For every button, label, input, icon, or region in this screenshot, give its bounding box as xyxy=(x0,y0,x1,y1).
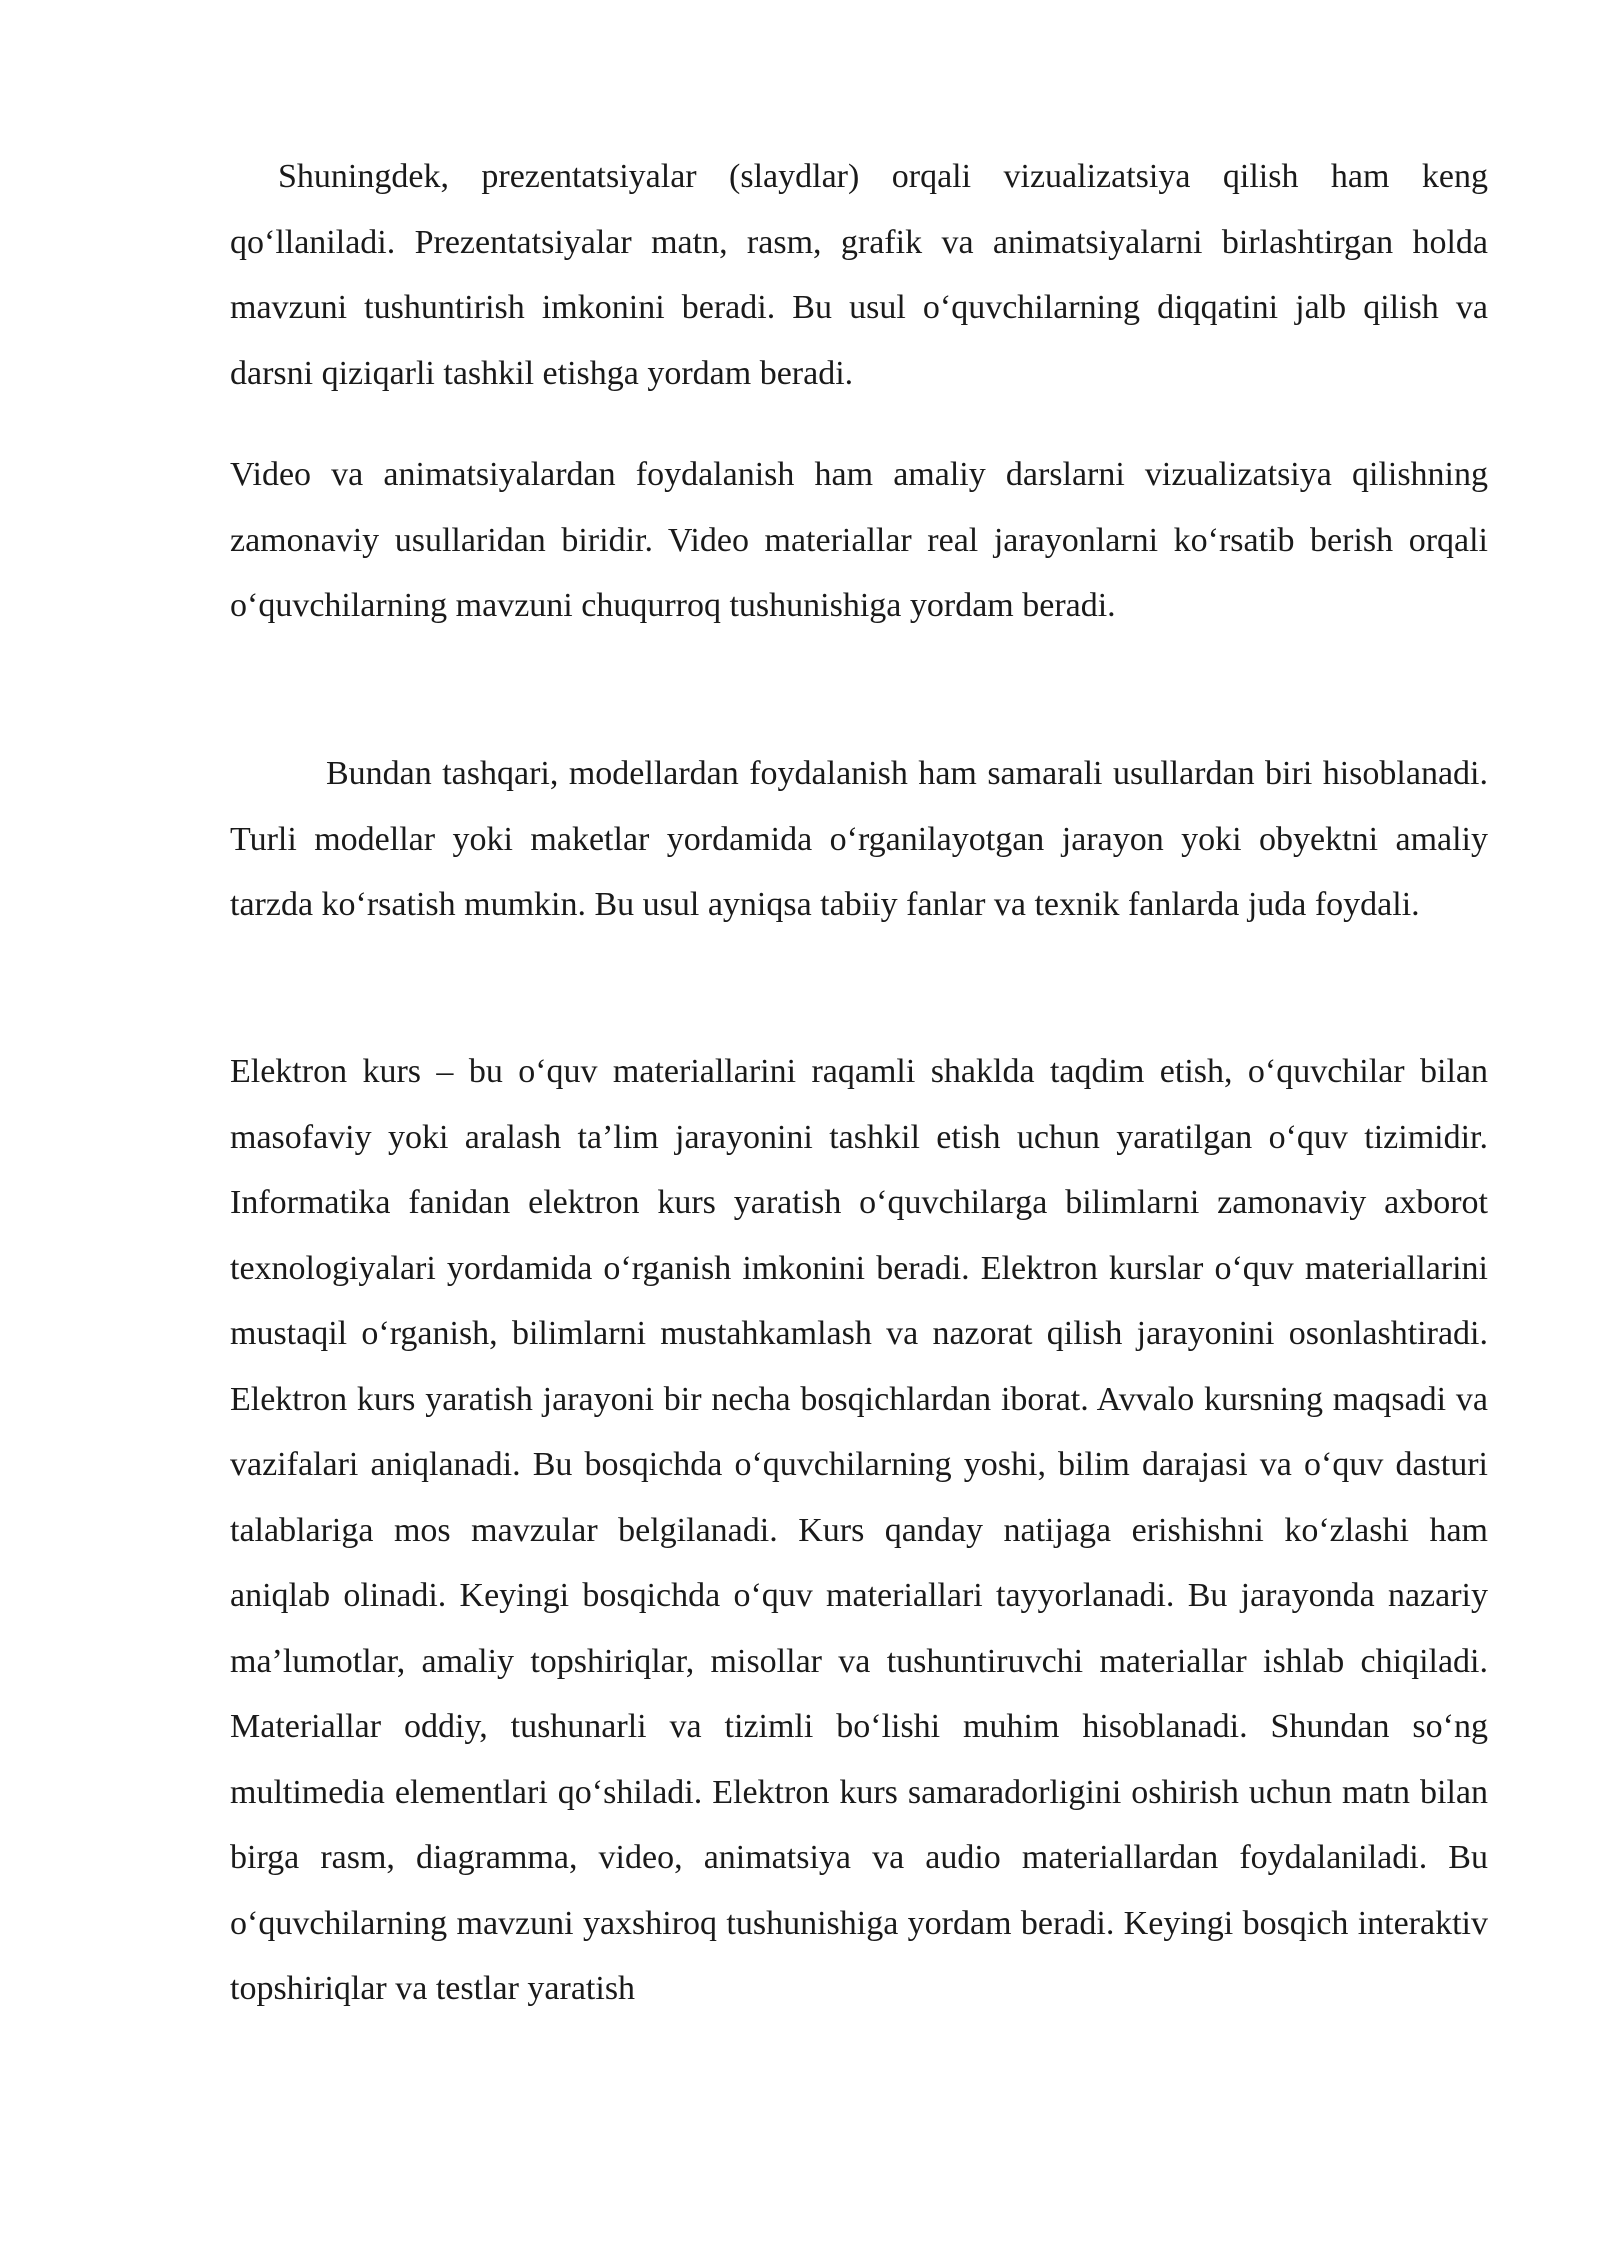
paragraph-video-animations: Video va animatsiyalardan foydalanish ham amaliy darslarni vizualizatsiya qilishning zamonaviy usullaridan biridir. Video materiallar real jarayonlarni ko‘rsatib berish orqali o‘quvchilarning mavzuni chuqurroq tushunishiga yordam beradi. xyxy=(230,456,1488,624)
paragraph-presentations: Shuningdek, prezentatsiyalar (slaydlar) orqali vizualizatsiya qilish ham keng qo‘llaniladi. Prezentatsiyalar matn, rasm, grafik va animatsiyalarni birlashtirgan holda mavzuni tushuntirish imkonini beradi. Bu usul o‘quvchilarning diqqatini jalb qilish va darsni qiziqarli tashkil etishga yordam beradi. xyxy=(230,158,1488,392)
paragraph-electronic-course: Elektron kurs – bu o‘quv materiallarini raqamli shaklda taqdim etish, o‘quvchilar bilan masofaviy yoki aralash ta’lim jarayonini tashkil etish uchun yaratilgan o‘quv tizimidir. Informatika fanidan elektron kurs yaratish o‘quvchilarga bilimlarni zamonaviy axborot texnologiyalari yordamida o‘rganish imkonini beradi. Elektron kurslar o‘quv materiallarini mustaqil o‘rganish, bilimlarni mustahkamlash va nazorat qilish jarayonini osonlashtiradi. Elektron kurs yaratish jarayoni bir necha bosqichlardan iborat. Avvalo kursning maqsadi va vazifalari aniqlanadi. Bu bosqichda o‘quvchilarning yoshi, bilim darajasi va o‘quv dasturi talablariga mos mavzular belgilanadi. Kurs qanday natijaga erishishni ko‘zlashi ham aniqlab olinadi. Keyingi bosqichda o‘quv materiallari tayyorlanadi. Bu jarayonda nazariy ma’lumotlar, amaliy topshiriqlar, misollar va tushuntiruvchi materiallar ishlab chiqiladi. Materiallar oddiy, tushunarli va tizimli bo‘lishi muhim hisoblanadi. Shundan so‘ng multimedia elementlari qo‘shiladi. Elektron kurs samaradorligini oshirish uchun matn bilan birga rasm, diagramma, video, animatsiya va audio materiallardan foydalaniladi. Bu o‘quvchilarning mavzuni yaxshiroq tushunishiga yordam beradi. Keyingi bosqich interaktiv topshiriqlar va testlar yaratish xyxy=(230,1053,1488,2007)
paragraph-models: Bundan tashqari, modellardan foydalanish ham samarali usullardan biri hisoblanadi. Turli modellar yoki maketlar yordamida o‘rganilayotgan jarayon yoki obyektni amaliy tarzda ko‘rsatish mumkin. Bu usul ayniqsa tabiiy fanlar va texnik fanlarda juda foydali. xyxy=(230,755,1488,923)
